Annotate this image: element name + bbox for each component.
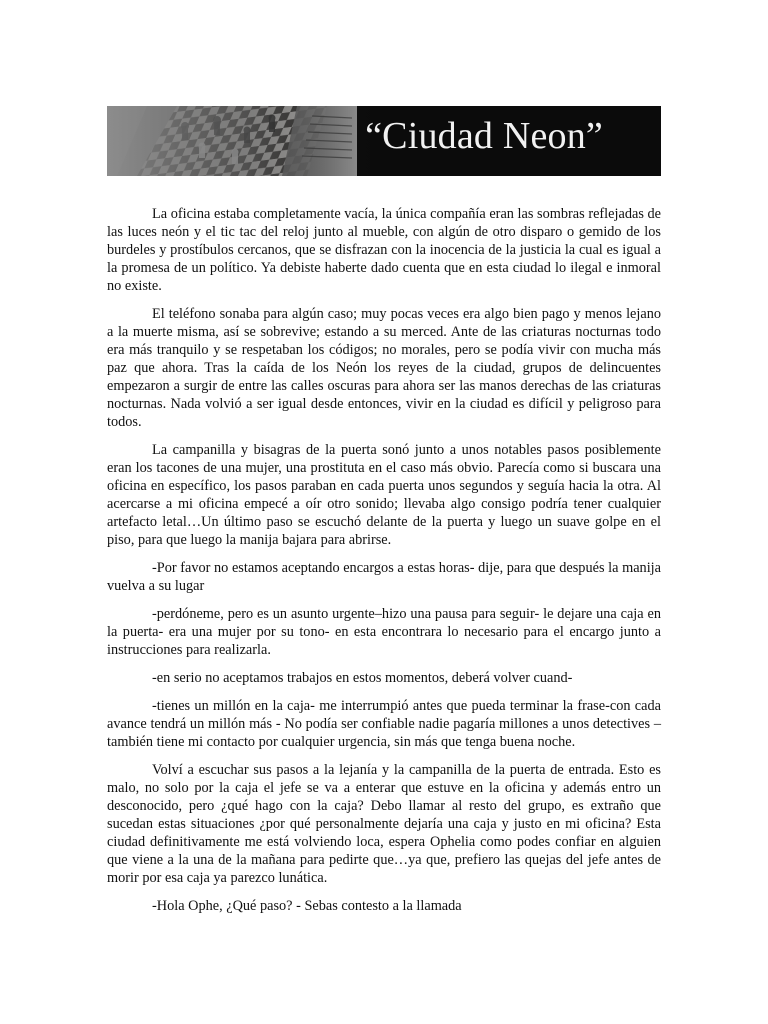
paragraph: El teléfono sonaba para algún caso; muy pocas veces era algo bien pago y menos lejano a la muerte misma, así se sobrevive; estando a su merced. Ante de las criaturas nocturnas todo era más tranquilo y se respetaban los códigos; no morales, pero se podía vivir con mucha más paz que ahora. Tras la caída de los Neón los reyes de la ciudad, grupos de delincuentes empezaron a surgir de entre las calles oscuras para ahora ser las manos derechas de las criaturas nocturnas. Nada volvió a ser igual desde entonces, vivir en la ciudad es difícil y peligroso para todos. bbox=[107, 306, 661, 430]
story-body bbox=[107, 205, 661, 925]
paragraph: -perdóneme, pero es un asunto urgente–hizo una pausa para seguir- le dejare una caja en la puerta- era una mujer por su tono- en esta encontrara lo necesario para el encargo junto a instrucciones para realizarla. bbox=[107, 606, 661, 658]
paragraph: -Hola Ophe, ¿Qué paso? - Sebas contesto a la llamada bbox=[152, 898, 462, 914]
paragraph: La campanilla y bisagras de la puerta sonó junto a unos notables pasos posiblemente eran los tacones de una mujer, una prostituta en el caso más obvio. Parecía como si buscara una oficina en específico, los pasos paraban en cada puerta unos segundos y seguía hacia la otra. Al acercarse a mi oficina empecé a oír otro sonido; llevaba algo consigo podría tener cualquier artefacto letal…Un último paso se escuchó delante de la puerta y luego un suave golpe en el piso, para que luego la manija bajara para abrirse. bbox=[107, 442, 661, 548]
paragraph: -tienes un millón en la caja- me interrumpió antes que pueda terminar la frase-con cada avance tendrá un millón más - No podía ser confiable nadie pagaría millones a unos detectives –también tiene mi contacto por cualquier urgencia, sin más que tenga buena noche. bbox=[107, 698, 661, 750]
paragraph: -en serio no aceptamos trabajos en estos momentos, deberá volver cuand- bbox=[152, 670, 573, 686]
paragraph: Volví a escuchar sus pasos a la lejanía y la campanilla de la puerta de entrada. Esto es malo, no solo por la caja el jefe se va a enterar que estuve en la oficina y además entro un desconocido, pero ¿qué hago con la caja? Debo llamar al resto del grupo, es extraño que sucedan estas situaciones ¿por qué personalmente dejaría una caja y justo en mi oficina? Esta ciudad definitivamente me está volviendo loca, espera Ophelia como podes confiar en alguien que viene a la una de la mañana para pedirte que…ya que, prefiero las quejas del jefe antes de morir por esa caja ya parezco lunática. bbox=[107, 762, 661, 886]
paragraph: -Por favor no estamos aceptando encargos a estas horas- dije, para que después la manija vuelva a su lugar bbox=[107, 560, 661, 594]
story-title: “Ciudad Neon” bbox=[365, 115, 603, 157]
paragraph: La oficina estaba completamente vacía, la única compañía eran las sombras reflejadas de las luces neón y el tic tac del reloj junto al mueble, con algún de otro disparo o gemido de los burdeles y prostíbulos cercanos, que se disfrazan con la inocencia de la justicia la cual es igual a la promesa de un político. Ya debiste haberte dado cuenta que en esta ciudad lo ilegal e inmoral no existe. bbox=[107, 206, 661, 294]
header-banner bbox=[107, 106, 661, 176]
